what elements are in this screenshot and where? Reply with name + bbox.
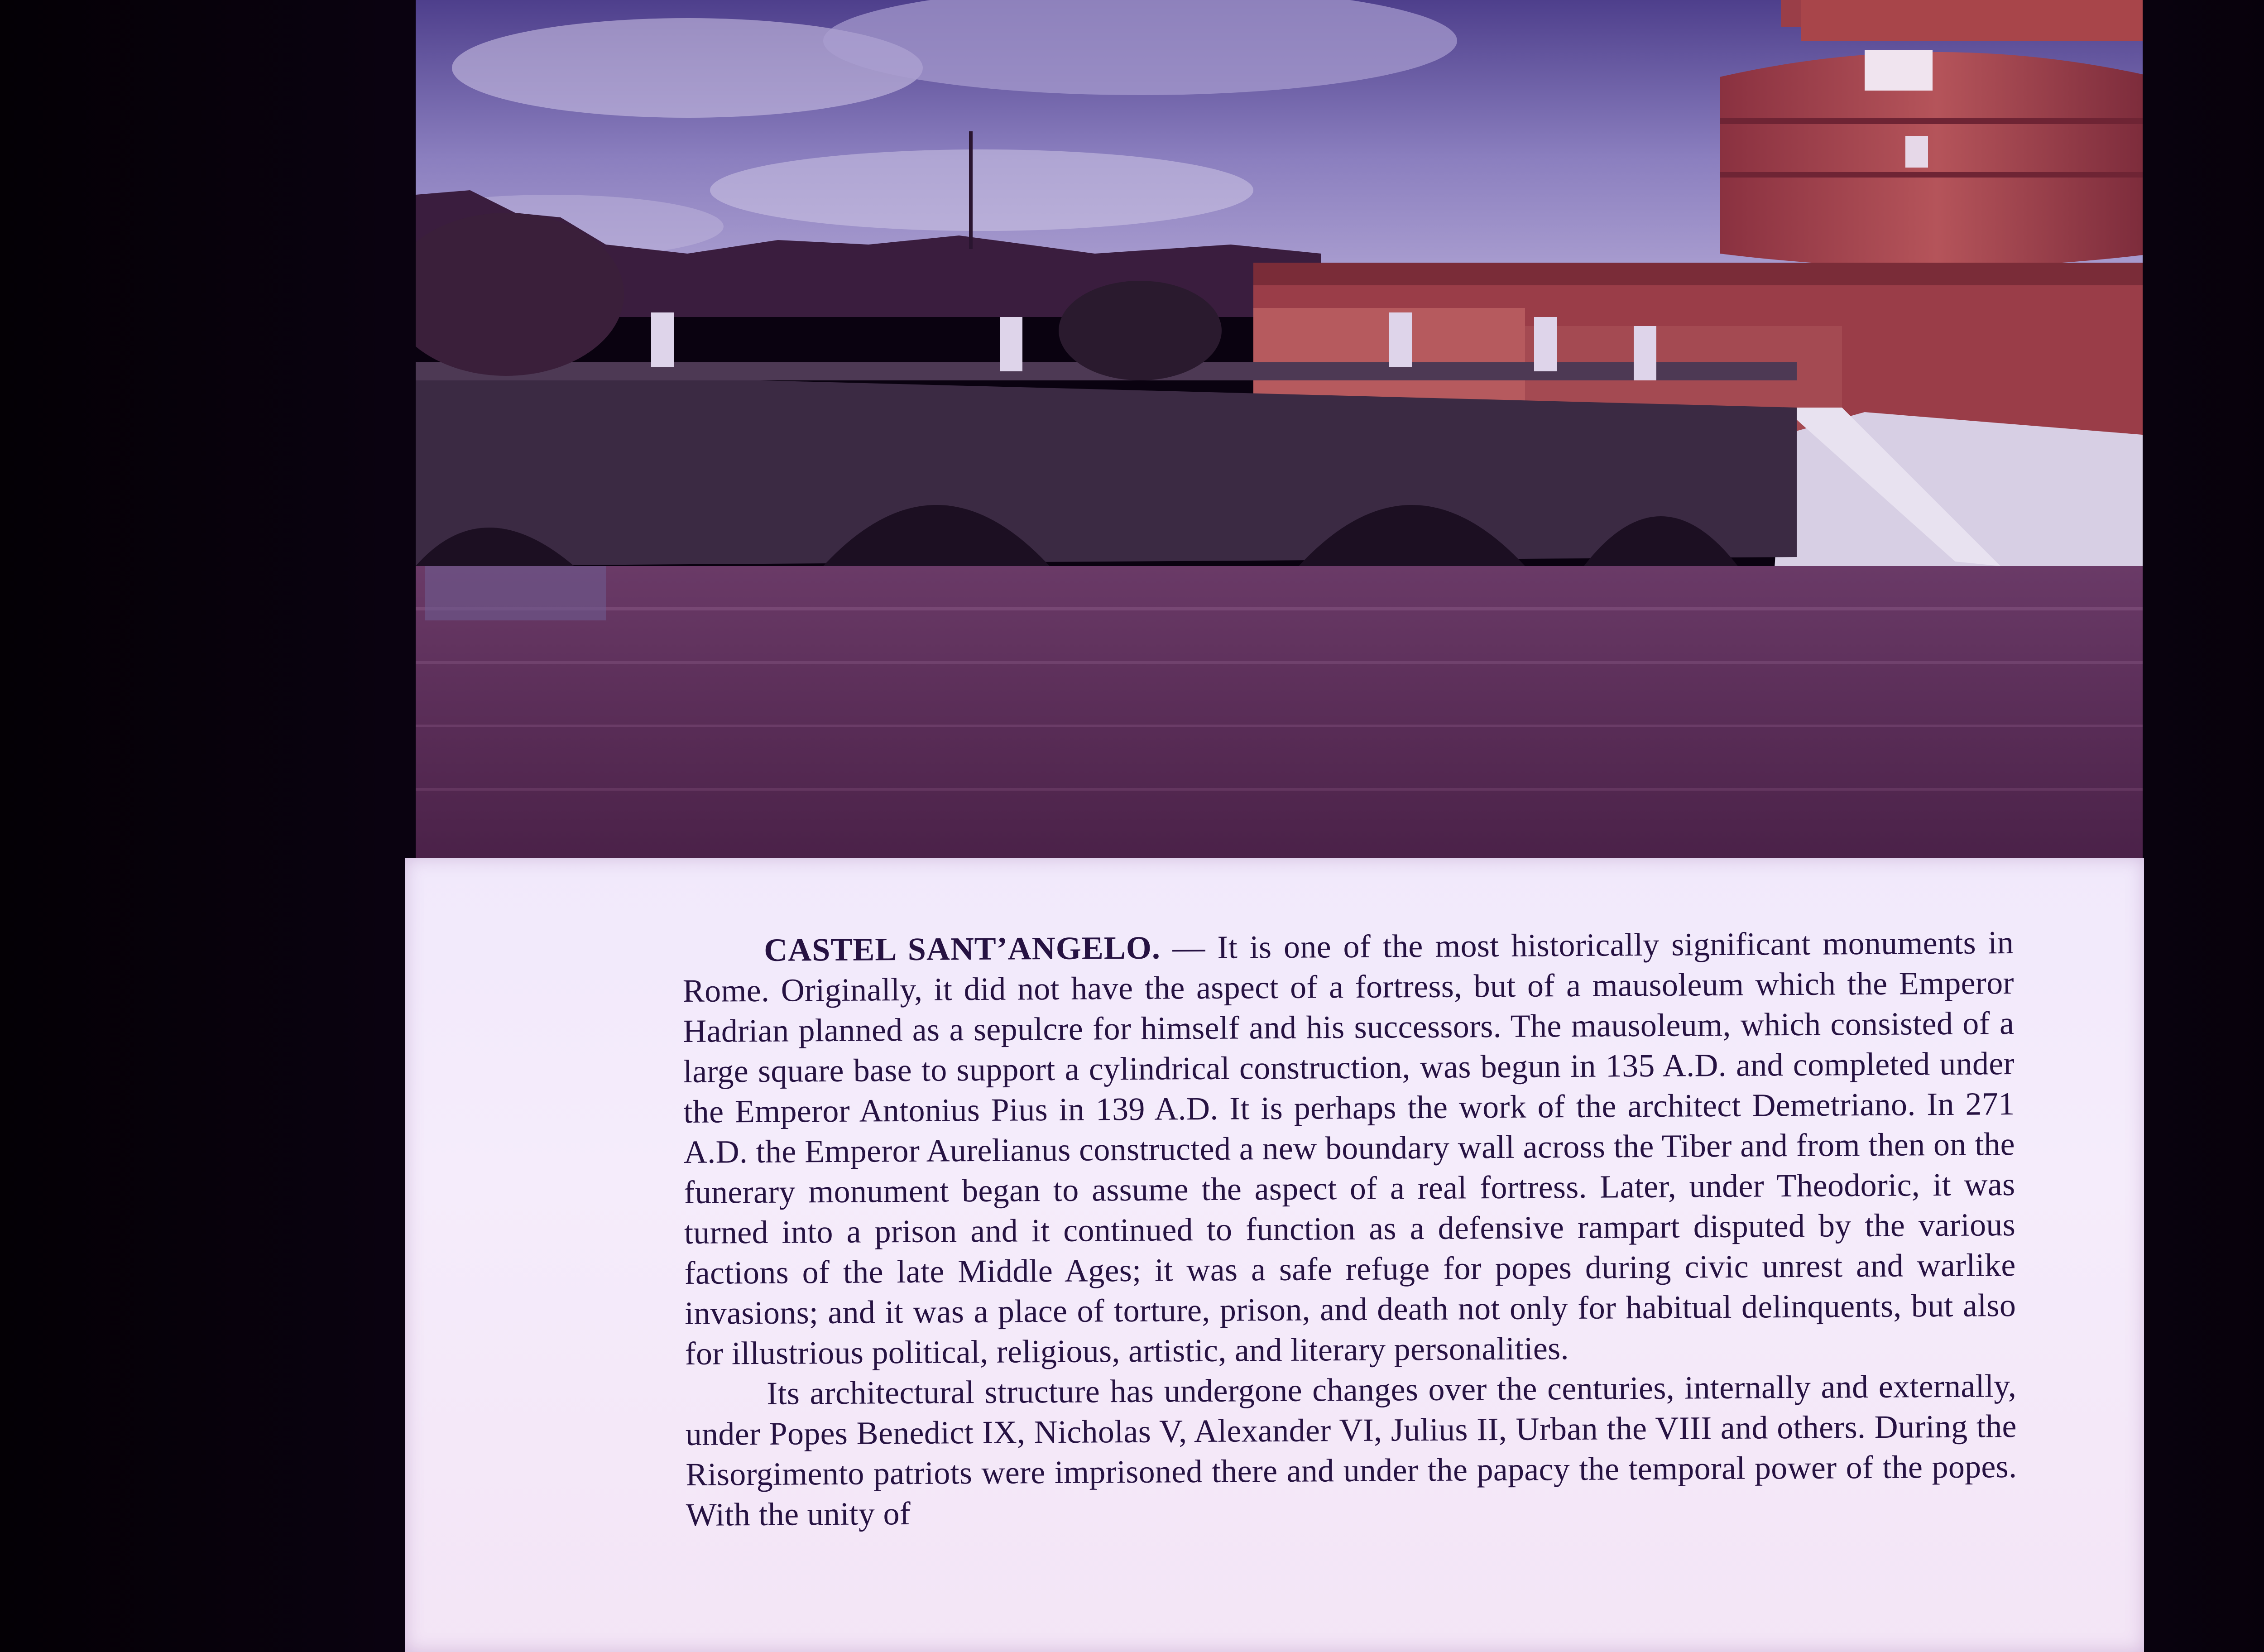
article-text bbox=[682, 922, 2017, 1535]
document-page bbox=[405, 858, 2144, 1652]
article-heading: CASTEL SANT’ANGELO. bbox=[764, 929, 1161, 968]
paragraph-1-text: — It is one of the most historically significant monuments in Rome. Originally, it did not have the aspect of a fortress, but of a mausoleum which the Emperor Hadrian planned as a sepulcre for himself and his successors. The mausoleum, which consisted of a large square base to support a cylindrical construction, was begun in 135 A.D. and completed under the Emperor Antonius Pius in 139 A.D. It is perhaps the work of the architect Demetriano. In 271 A.D. the Emperor Aurelianus constructed a new boundary wall across the Tiber and from then on the funerary monument began to assume the aspect of a real fortress. Later, under Theodoric, it was turned into a prison and it continued to function as a defensive rampart disputed by the various factions of the late Middle Ages; it was a safe refuge for popes during civic unrest and warlike invasions; and it was a place of torture, prison, and death not only for habitual delinquents, but also for illustrious political, religious, artistic, and literary personalities. bbox=[682, 924, 2016, 1372]
castle-photo bbox=[416, 0, 2143, 863]
paragraph-2: Its architectural structure has undergone changes over the centuries, internally and externally, under Popes Benedict IX, Nicholas V, Alexander VI, Julius II, Urban the VIII and others. During the Risorgimento patriots were imprisoned there and under the papacy the temporal power of the popes. With the unity of bbox=[685, 1368, 2017, 1533]
castel-sant-angelo-picture bbox=[416, 0, 2143, 863]
paragraph-1 bbox=[682, 922, 2016, 1374]
